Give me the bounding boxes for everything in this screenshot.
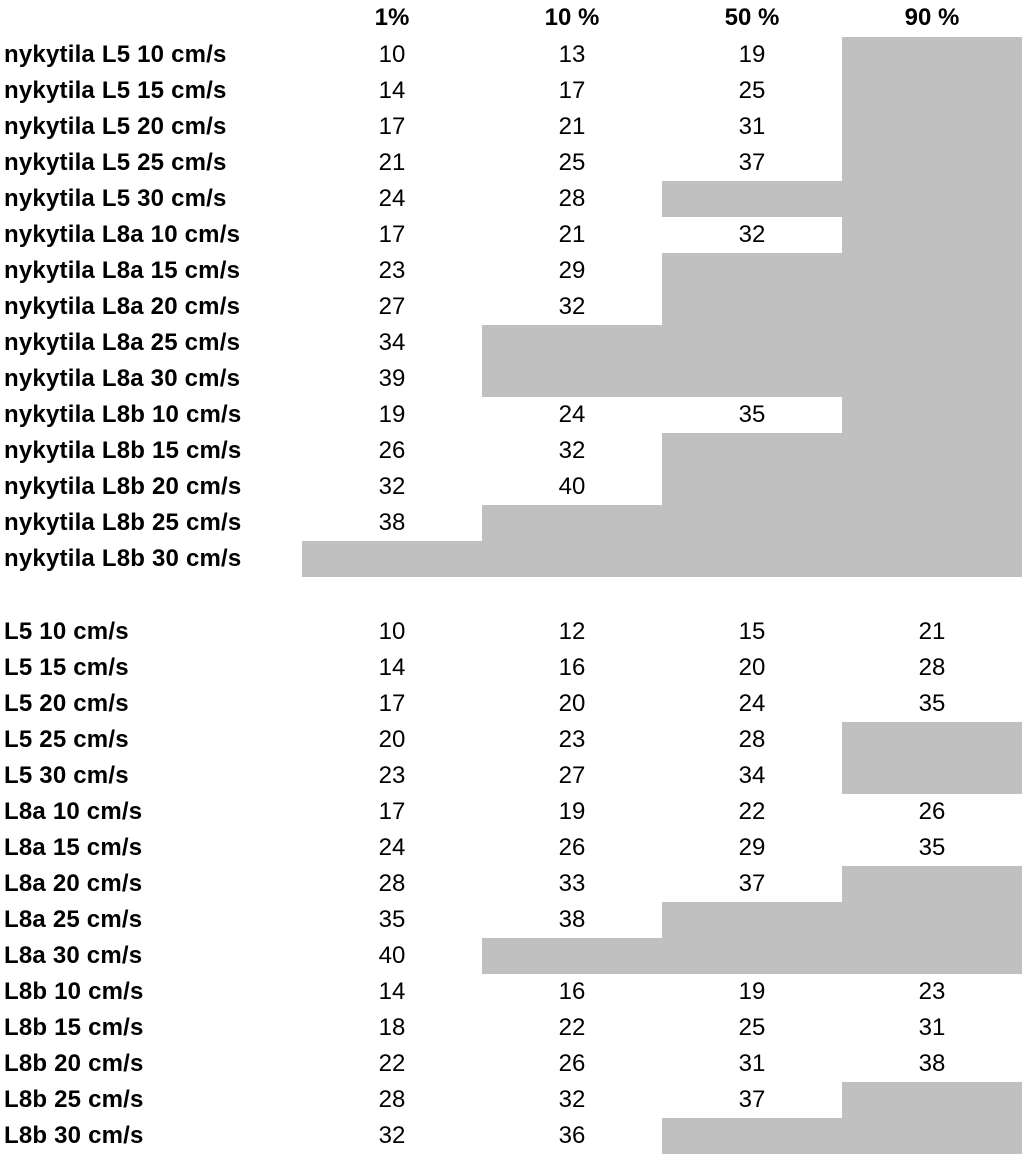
empty-cell (842, 289, 1022, 325)
table-row (0, 181, 1024, 217)
empty-cell (842, 433, 1022, 469)
row-label: L5 15 cm/s (4, 654, 129, 681)
empty-cell (662, 253, 842, 289)
value-cell: 29 (738, 834, 766, 861)
value-cell: 33 (558, 870, 586, 897)
empty-cell (482, 505, 662, 541)
value-cell: 35 (378, 906, 406, 933)
value-cell: 28 (558, 185, 586, 212)
value-cell: 20 (738, 654, 766, 681)
empty-cell (842, 1082, 1022, 1118)
value-cell: 40 (378, 942, 406, 969)
value-cell: 29 (558, 257, 586, 284)
value-cell: 36 (558, 1122, 586, 1149)
table-row (0, 217, 1024, 253)
empty-cell (662, 181, 842, 217)
table-row (0, 145, 1024, 181)
value-cell: 19 (738, 41, 766, 68)
empty-cell (662, 289, 842, 325)
table-row (0, 433, 1024, 469)
value-cell: 31 (918, 1014, 946, 1041)
value-cell: 35 (918, 690, 946, 717)
row-label: nykytila L8a 20 cm/s (4, 293, 241, 320)
empty-cell (842, 145, 1022, 181)
value-cell: 28 (738, 726, 766, 753)
value-cell: 38 (378, 509, 406, 536)
empty-cell (842, 541, 1022, 577)
empty-cell (842, 902, 1022, 938)
value-cell: 28 (918, 654, 946, 681)
empty-cell (842, 397, 1022, 433)
row-label: nykytila L8b 15 cm/s (4, 437, 242, 464)
row-label: nykytila L8b 10 cm/s (4, 401, 242, 428)
empty-cell (842, 722, 1022, 758)
table-row (0, 73, 1024, 109)
value-cell: 32 (378, 473, 406, 500)
empty-cell (662, 1118, 842, 1154)
value-cell: 21 (378, 149, 406, 176)
table-row (0, 1046, 1024, 1082)
value-cell: 28 (378, 870, 406, 897)
row-label: nykytila L8a 30 cm/s (4, 365, 241, 392)
value-cell: 10 (378, 41, 406, 68)
table-row (0, 37, 1024, 73)
empty-cell (842, 217, 1022, 253)
row-label: nykytila L5 30 cm/s (4, 185, 227, 212)
empty-cell (662, 469, 842, 505)
table-row (0, 902, 1024, 938)
row-label: L8a 15 cm/s (4, 834, 143, 861)
value-cell: 20 (558, 690, 586, 717)
value-cell: 32 (558, 293, 586, 320)
row-label: L5 30 cm/s (4, 762, 129, 789)
header-1-percent: 1% (374, 4, 410, 31)
value-cell: 17 (378, 798, 406, 825)
header-10-percent: 10 % (544, 4, 600, 31)
table-row (0, 830, 1024, 866)
table-row (0, 722, 1024, 758)
empty-cell (842, 37, 1022, 73)
empty-cell (662, 433, 842, 469)
empty-cell (482, 541, 662, 577)
row-label: nykytila L8a 15 cm/s (4, 257, 241, 284)
value-cell: 40 (558, 473, 586, 500)
row-label: nykytila L8a 10 cm/s (4, 221, 241, 248)
row-label: nykytila L8b 20 cm/s (4, 473, 242, 500)
value-cell: 19 (558, 798, 586, 825)
value-cell: 19 (378, 401, 406, 428)
value-cell: 23 (378, 762, 406, 789)
table-row (0, 325, 1024, 361)
table-row (0, 469, 1024, 505)
value-cell: 27 (378, 293, 406, 320)
row-label: L8b 15 cm/s (4, 1014, 144, 1041)
row-label: L8b 30 cm/s (4, 1122, 144, 1149)
table-row (0, 253, 1024, 289)
table-row (0, 289, 1024, 325)
value-cell: 28 (378, 1086, 406, 1113)
table-row (0, 866, 1024, 902)
empty-cell (482, 938, 662, 974)
row-label: L5 20 cm/s (4, 690, 129, 717)
empty-cell (842, 73, 1022, 109)
table-row (0, 758, 1024, 794)
table-header (0, 0, 1024, 36)
value-cell: 20 (378, 726, 406, 753)
row-label: nykytila L8a 25 cm/s (4, 329, 241, 356)
header-50-percent: 50 % (724, 4, 780, 31)
value-cell: 12 (558, 618, 586, 645)
value-cell: 13 (558, 41, 586, 68)
table-row (0, 361, 1024, 397)
table-row (0, 1010, 1024, 1046)
value-cell: 34 (378, 329, 406, 356)
value-cell: 26 (558, 834, 586, 861)
row-label: nykytila L5 15 cm/s (4, 77, 227, 104)
value-cell: 22 (558, 1014, 586, 1041)
value-cell: 31 (738, 1050, 766, 1077)
table-row (0, 614, 1024, 650)
row-label: L8a 30 cm/s (4, 942, 143, 969)
value-cell: 31 (738, 113, 766, 140)
value-cell: 26 (378, 437, 406, 464)
value-cell: 17 (378, 113, 406, 140)
value-cell: 24 (378, 834, 406, 861)
row-label: nykytila L5 20 cm/s (4, 113, 227, 140)
table-row (0, 1118, 1024, 1154)
value-cell: 26 (558, 1050, 586, 1077)
value-cell: 25 (558, 149, 586, 176)
row-label: L5 10 cm/s (4, 618, 129, 645)
empty-cell (482, 325, 662, 361)
empty-cell (842, 866, 1022, 902)
table-row (0, 686, 1024, 722)
empty-cell (662, 541, 842, 577)
value-cell: 22 (738, 798, 766, 825)
empty-cell (842, 253, 1022, 289)
value-cell: 22 (378, 1050, 406, 1077)
row-label: L8a 20 cm/s (4, 870, 143, 897)
row-label: nykytila L5 10 cm/s (4, 41, 227, 68)
value-cell: 21 (918, 618, 946, 645)
value-cell: 14 (378, 77, 406, 104)
row-label: nykytila L8b 30 cm/s (4, 545, 242, 572)
value-cell: 39 (378, 365, 406, 392)
value-cell: 18 (378, 1014, 406, 1041)
empty-cell (842, 181, 1022, 217)
empty-cell (842, 469, 1022, 505)
value-cell: 35 (918, 834, 946, 861)
row-label: L8b 25 cm/s (4, 1086, 144, 1113)
value-cell: 32 (558, 1086, 586, 1113)
row-label: nykytila L8b 25 cm/s (4, 509, 242, 536)
row-label: L5 25 cm/s (4, 726, 129, 753)
value-cell: 16 (558, 654, 586, 681)
value-cell: 27 (558, 762, 586, 789)
value-cell: 23 (558, 726, 586, 753)
empty-cell (842, 325, 1022, 361)
table-row (0, 541, 1024, 577)
table-row (0, 938, 1024, 974)
row-label: nykytila L5 25 cm/s (4, 149, 227, 176)
value-cell: 25 (738, 77, 766, 104)
empty-cell (842, 938, 1022, 974)
table-row (0, 505, 1024, 541)
value-cell: 34 (738, 762, 766, 789)
value-cell: 21 (558, 221, 586, 248)
value-cell: 32 (558, 437, 586, 464)
table-row (0, 974, 1024, 1010)
empty-cell (842, 361, 1022, 397)
value-cell: 23 (918, 978, 946, 1005)
value-cell: 35 (738, 401, 766, 428)
row-label: L8b 10 cm/s (4, 978, 144, 1005)
value-cell: 23 (378, 257, 406, 284)
empty-cell (842, 758, 1022, 794)
value-cell: 16 (558, 978, 586, 1005)
value-cell: 17 (558, 77, 586, 104)
empty-cell (302, 541, 482, 577)
empty-cell (662, 361, 842, 397)
table-row (0, 650, 1024, 686)
value-cell: 37 (738, 149, 766, 176)
value-cell: 32 (738, 221, 766, 248)
row-label: L8a 25 cm/s (4, 906, 143, 933)
value-cell: 14 (378, 654, 406, 681)
empty-cell (662, 325, 842, 361)
header-90-percent: 90 % (904, 4, 960, 31)
value-cell: 37 (738, 870, 766, 897)
table-row (0, 1082, 1024, 1118)
value-cell: 17 (378, 690, 406, 717)
empty-cell (482, 361, 662, 397)
value-cell: 19 (738, 978, 766, 1005)
empty-cell (842, 505, 1022, 541)
value-cell: 15 (738, 618, 766, 645)
empty-cell (662, 902, 842, 938)
table-row (0, 109, 1024, 145)
value-cell: 32 (378, 1122, 406, 1149)
empty-cell (662, 938, 842, 974)
value-cell: 24 (738, 690, 766, 717)
value-cell: 37 (738, 1086, 766, 1113)
value-cell: 24 (378, 185, 406, 212)
value-cell: 38 (918, 1050, 946, 1077)
table-row (0, 794, 1024, 830)
row-label: L8a 10 cm/s (4, 798, 143, 825)
value-cell: 26 (918, 798, 946, 825)
value-cell: 25 (738, 1014, 766, 1041)
empty-cell (662, 505, 842, 541)
value-cell: 17 (378, 221, 406, 248)
empty-cell (842, 109, 1022, 145)
value-cell: 21 (558, 113, 586, 140)
row-label: L8b 20 cm/s (4, 1050, 144, 1077)
value-cell: 10 (378, 618, 406, 645)
value-cell: 24 (558, 401, 586, 428)
value-cell: 38 (558, 906, 586, 933)
table-row (0, 397, 1024, 433)
value-cell: 14 (378, 978, 406, 1005)
empty-cell (842, 1118, 1022, 1154)
